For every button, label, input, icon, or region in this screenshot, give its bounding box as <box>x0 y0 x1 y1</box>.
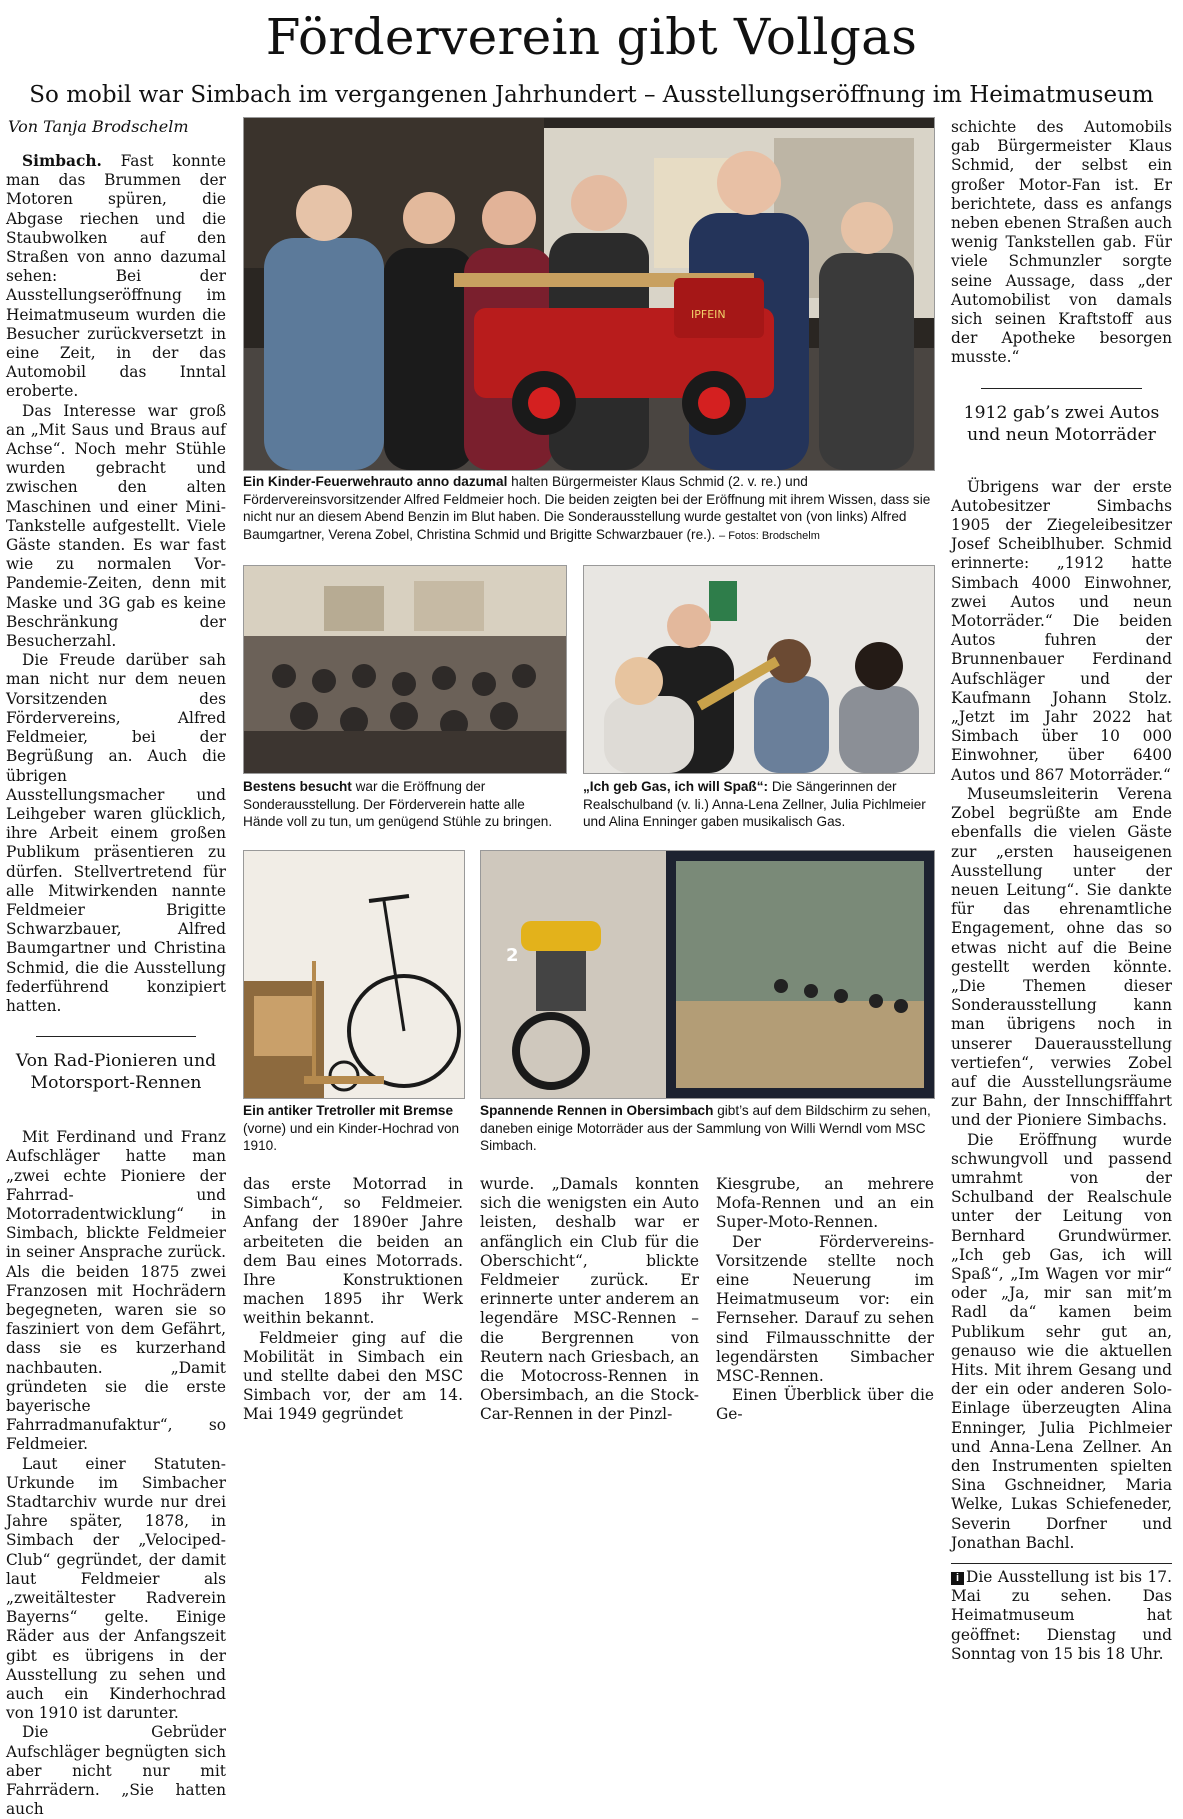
band-illustration <box>584 566 934 773</box>
column-2 <box>243 1175 463 1425</box>
paragraph: Einen Überblick über die Ge- <box>716 1386 934 1424</box>
caption-band: „Ich geb Gas, ich will Spaß“: Die Sängerinnen der Realschulband (v. li.) Anna-Lena Zellner, Julia Pichlmeier und Alina Enninger gaben musikalisch Gas. <box>583 779 926 830</box>
paragraph: Feldmeier ging auf die Mobilität in Simbach ein und stellte dabei den MSC Simbach vor, der am 14. Mai 1949 gegründet <box>243 1328 463 1424</box>
paragraph: Kiesgrube, an mehrere Mofa-Rennen und an ein Super-Moto-Rennen. <box>716 1175 934 1232</box>
audience-illustration <box>244 566 566 773</box>
paragraph: Die Gebrüder Aufschläger begnügten sich aber nicht nur mit Fahrrädern. „Sie hatten auch <box>6 1723 226 1819</box>
scooter-illustration <box>244 851 464 1098</box>
paragraph: das erste Motorrad in Simbach“, so Feldmeier. Anfang der 1890er Jahre arbeiteten die beiden an dem Bau eines Motorrads. Ihre Konstruktionen machen 1895 ihr Werk weithin bekannt. <box>243 1175 463 1328</box>
subheadline: So mobil war Simbach im vergangenen Jahrhundert – Ausstellungseröffnung im Heimatmuseum <box>29 82 1154 108</box>
photo-scooter <box>243 850 465 1099</box>
paragraph: Der Fördervereins-Vorsitzende stellte noch eine Neuerung im Heimatmuseum vor: ein Fernseher. Darauf zu sehen sind Filmausschnitte der legendärsten Simbacher MSC-Rennen. <box>716 1232 934 1386</box>
group-photo-illustration <box>244 118 934 470</box>
race-illustration <box>481 851 934 1098</box>
paragraph: Die Freude darüber sah man nicht nur dem neuen Vorsitzenden des Fördervereins, Alfred Feldmeier, bei der Begrüßung an. Auch die übrigen Ausstellungsmacher und Leihgeber waren glücklich, ihre Arbeit einem großen Publikum präsentieren zu dürfen. Stellvertretend für alle Mitwirkenden nannte Feldmeier Brigitte Schwarzbauer, Alfred Baumgartner und Christina Schmid, die die Ausstellung federführend konzipiert hatten. <box>6 651 226 1015</box>
photo-audience <box>243 565 567 774</box>
paragraph: Die Eröffnung wurde schwungvoll und passend umrahmt von der Schulband der Realschule unter der Leitung von Bernhard Grundwürmer. „Ich geb Gas, ich will Spaß“, „Im Wagen vor mir“ oder „Ja, mir san mit’m Radl da“ kamen beim Publikum sehr gut an, genauso wie die aktuellen Hits. Mit ihrem Gesang und der ein oder anderen Solo-Einlage überzeugten Alina Enninger, Julia Pichlmeier und Anna-Lena Zellner. An den Instrumenten spielten Sina Gschneidner, Maria Welke, Lukas Schiefeneder, Severin Dorfner und Jonathan Bachl. <box>951 1130 1172 1552</box>
caption-main: Ein Kinder-Feuerwehrauto anno dazumal halten Bürgermeister Klaus Schmid (2. v. re.) und Fördervereinsvorsitzender Alfred Feldmeier hoch. Die beiden zeigten bei der Eröffnung mit ihrem Wissen, dass sie nicht nur an diesem Abend Benzin im Blut haben. Die Sonderausstellung wurde gestaltet von (von links) Alfred Baumgartner, Verena Zobel, Christina Schmid und Brigitte Schwarzbauer (re.). – Fotos: Brodschelm <box>243 474 931 542</box>
paragraph: Laut einer Statuten-Urkunde im Simbacher Stadtarchiv wurde nur drei Jahre später, 1878, in Simbach der „Velociped-Club“ gegründet, der damit laut Feldmeier als „zweitältester Radverein Bayerns“ gelte. Einige Räder aus der Anfangszeit gibt es übrigens in der Ausstellung zu sehen und auch ein Kinderhochrad von 1910 ist darunter. <box>6 1454 226 1723</box>
column-3 <box>480 1175 699 1425</box>
headline: Förderverein gibt Vollgas <box>265 8 918 66</box>
paragraph: Das Interesse war groß an „Mit Saus und Braus auf Achse“. Noch mehr Stühle wurden gebracht und zwischen den alten Maschinen und einer Mini-Tankstelle aufgestellt. Viele Gäste standen. Es war fast wie zu normalen Vor-Pandemie-Zeiten, denn mit Maske und 3G gab es keine Beschränkung der Besucherzahl. <box>6 401 226 651</box>
info-icon: i <box>951 1572 964 1585</box>
section-subhead: 1912 gab’s zwei Autos und neun Motorräder <box>951 402 1172 446</box>
paragraph: schichte des Automobils gab Bürgermeister Klaus Schmid, der selbst ein großer Motor-Fan ist. Er berichtete, dass es anfangs neben ebenen Straßen auch wenig Tankstellen gab. Für viele Schmunzler sorgte seine Aussage, dass „der Automobilist von damals sich seinen Kraftstoff aus der Apotheke besorgen musste.“ <box>951 118 1172 367</box>
column-4 <box>716 1175 934 1425</box>
paragraph: Simbach. Fast konnte man das Brummen der Motoren spüren, die Abgase riechen und die Staubwolken auf den Straßen von anno dazumal sehen: Bei der Ausstellungseröffnung im Heimatmuseum wurden die Besucher zurückversetzt in eine Zeit, in der das Automobil das Inntal eroberte. <box>6 152 226 401</box>
caption-race: Spannende Rennen in Obersimbach gibt’s auf dem Bildschirm zu sehen, daneben einige Motorräder aus der Sammlung von Willi Werndl vom MSC Simbach. <box>480 1103 931 1154</box>
photo-band <box>583 565 935 774</box>
truck-plate: IPFEIN <box>691 308 726 321</box>
info-box: i Die Ausstellung ist bis 17. Mai zu sehen. Das Heimatmuseum hat geöffnet: Dienstag und Sonntag von 15 bis 18 Uhr. <box>951 1563 1172 1664</box>
caption-audience: Bestens besucht war die Eröffnung der Sonderausstellung. Der Förderverein hatte alle Hände voll zu tun, um genügend Stühle zu bringen. <box>243 779 553 830</box>
paragraph: Mit Ferdinand und Franz Aufschläger hatte man „zwei echte Pioniere der Fahrrad- und Motorradentwicklung“ in Simbach, blickte Feldmeier in seiner Ansprache zurück. Als die beiden 1875 zwei Franzosen mit Hochrädern begegneten, waren sie so fasziniert von dem Gefährt, dass sie es kurzerhand nachbauten. „Damit gründeten sie die erste bayerische Fahrradmanufaktur“, so Feldmeier. <box>6 1128 226 1454</box>
section-subhead: Von Rad-Pionieren und Motorsport-Rennen <box>6 1050 226 1094</box>
paragraph: Museumsleiterin Verena Zobel begrüßte am Ende ebenfalls die vielen Gäste zur „ersten hauseigenen Ausstellung unter der neuen Leitung“. Sie dankte für das ehrenamtliche Engagement, ohne das so etwas nicht auf die Beine gestellt werden könnte. „Die Themen dieser Sonderausstellung kann man übrigens noch in unserer Dauerausstellung vertiefen“, verwies Zobel auf die Ausstellungsräume zur Bahn, der Innschifffahrt und der Pioniere Simbachs. <box>951 784 1172 1130</box>
paragraph: Übrigens war der erste Autobesitzer Simbachs 1905 der Ziegeleibesitzer Josef Scheiblhuber. Schmid erinnerte: „1912 hatte Simbach 4000 Einwohner, zwei Autos und neun Motorräder.“ Die beiden Autos fuhren der Brunnenbauer Ferdinand Aufschläger und der Kaufmann Johann Stolz. „Jetzt im Jahr 2022 hat Simbach über 10 000 Einwohner, über 6400 Autos und 867 Motorräder.“ <box>951 477 1172 784</box>
photo-race <box>480 850 935 1099</box>
paragraph: wurde. „Damals konnten sich die wenigsten ein Auto leisten, deshalb war er anfänglich ein Club für die Oberschicht“, blickte Feldmeier zurück. Er erinnerte unter anderem an legendäre MSC-Rennen – die Bergrennen von Reutern nach Griesbach, an die Motocross-Rennen in Obersimbach, an die Stock-Car-Rennen in der Pinzl- <box>480 1175 699 1424</box>
column-1 <box>6 152 226 1819</box>
bike-number: 2 <box>506 945 519 966</box>
byline: Von Tanja Brodschelm <box>8 117 189 136</box>
column-5 <box>951 118 1172 1664</box>
photo-main-group <box>243 117 935 471</box>
caption-scooter: Ein antiker Tretroller mit Bremse (vorne) und ein Kinder-Hochrad von 1910. <box>243 1103 460 1154</box>
dateline: Simbach. <box>22 152 102 170</box>
